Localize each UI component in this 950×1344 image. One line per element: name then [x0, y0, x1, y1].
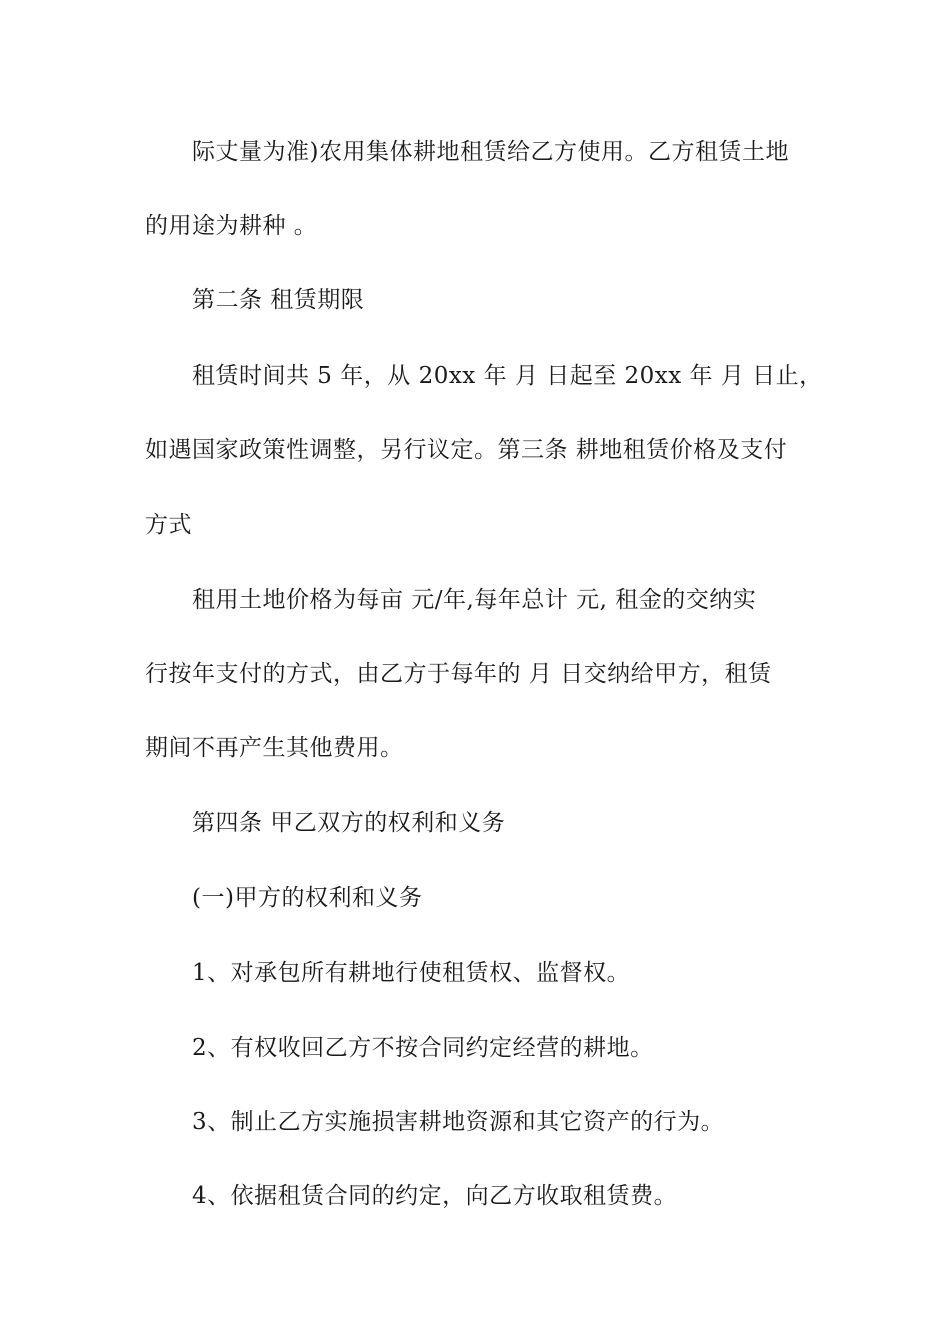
list-item: 3、制止乙方实施损害耕地资源和其它资产的行为。 [192, 1109, 725, 1135]
text-line: 租赁时间共 5 年，从 20xx 年 月 日起至 20xx 年 月 日止， [192, 363, 823, 389]
section-heading: 第四条 甲乙双方的权利和义务 [192, 810, 506, 836]
text-line: 方式 [145, 512, 192, 538]
text-line: 如遇国家政策性调整，另行议定。第三条 耕地租赁价格及支付 [145, 437, 788, 463]
text-line: 期间不再产生其他费用。 [145, 735, 404, 761]
text-line: 租用土地价格为每亩 元/年,每年总计 元, 租金的交纳实 [192, 587, 757, 613]
list-item: 2、有权收回乙方不按合同约定经营的耕地。 [192, 1035, 654, 1061]
section-heading: 第二条 租赁期限 [192, 287, 365, 313]
text-line: 际丈量为准)农用集体耕地租赁给乙方使用。乙方租赁土地 [192, 139, 789, 165]
text-line: 行按年支付的方式，由乙方于每年的 月 日交纳给甲方，租赁 [145, 661, 772, 687]
list-item: 1、对承包所有耕地行使租赁权、监督权。 [192, 960, 631, 986]
list-item: 4、依据租赁合同的约定，向乙方收取租赁费。 [192, 1183, 678, 1209]
subsection-heading: (一)甲方的权利和义务 [192, 885, 423, 911]
text-line: 的用途为耕种 。 [145, 213, 318, 239]
